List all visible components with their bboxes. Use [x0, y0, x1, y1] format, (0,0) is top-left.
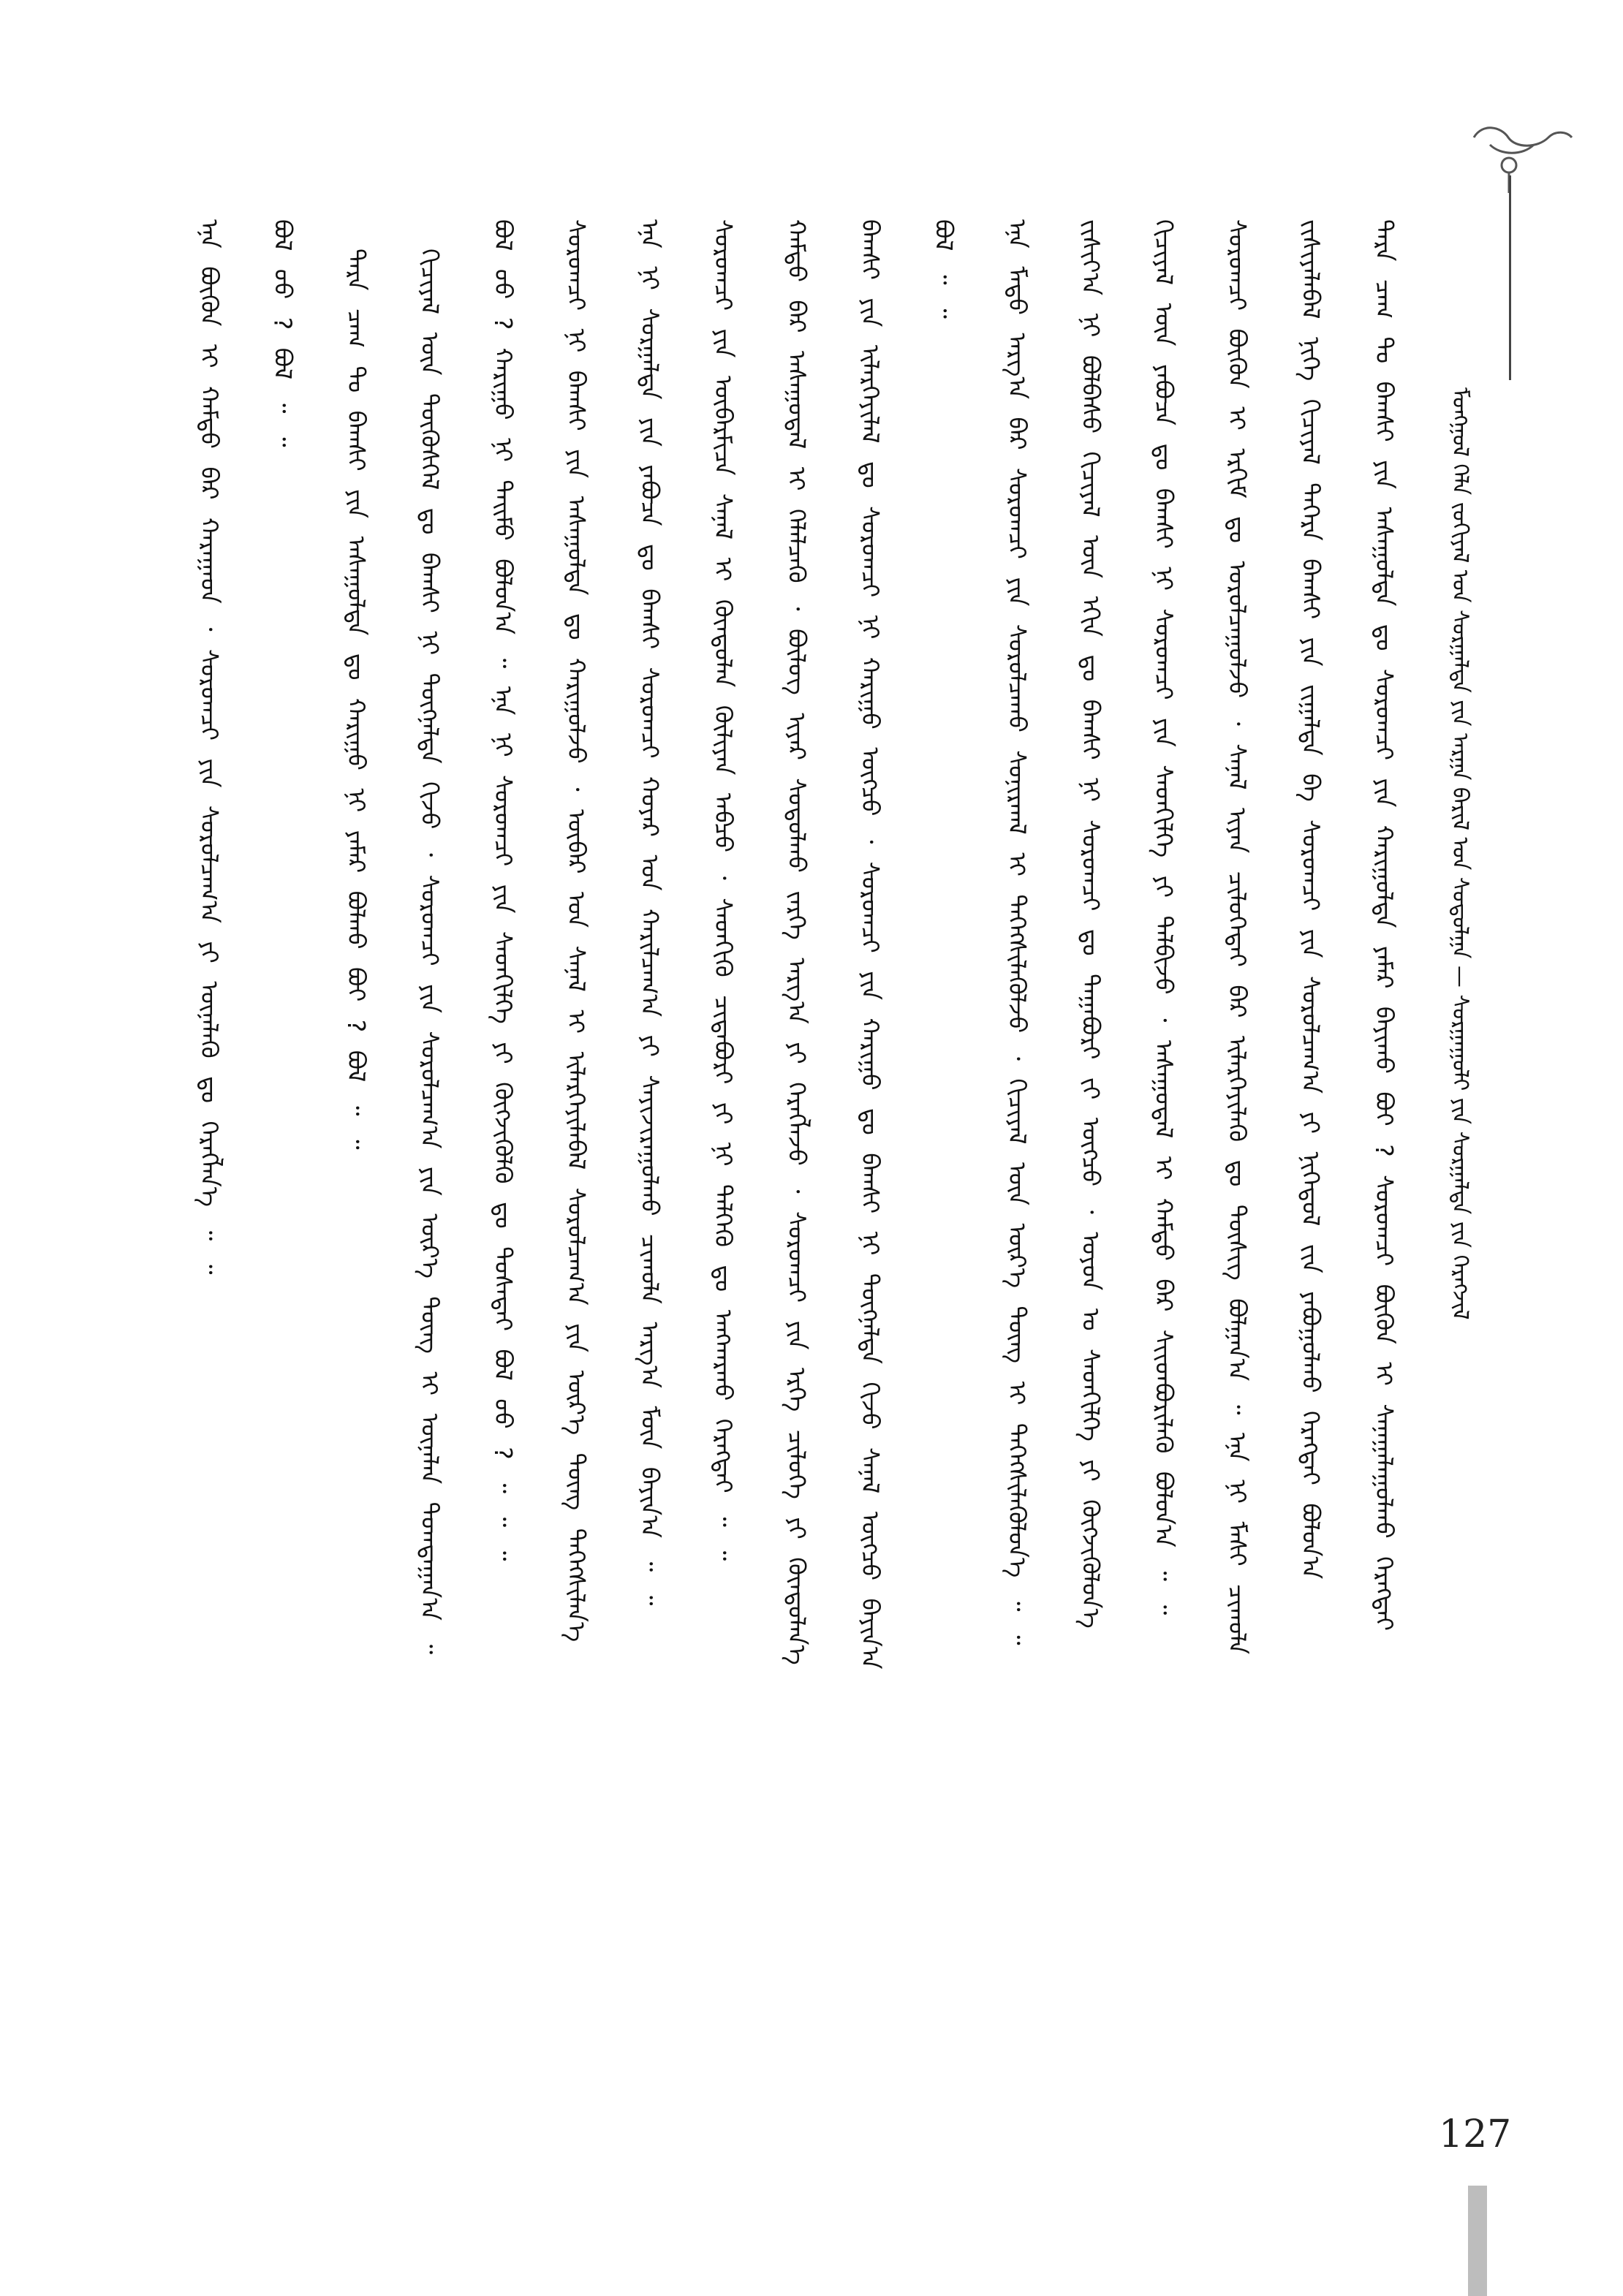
text-column: ᠰᠤᠷᠤᠭᠴᠢ ᠨᠢ ᠪᠠᠭᠰᠢ ᠶᠢᠨ ᠠᠰᠠᠭᠤᠯᠲᠠ ᠳᠤ ᠬᠠᠷᠢᠭᠤᠯᠵᠤ ᠂ ᠥᠪᠡᠷ ᠤᠨ ᠰᠠᠨᠠᠯ ᠢ ᠢᠯᠡᠷᠬᠡᠶᠢᠯᠡᠪᠡᠯ ᠰᠤᠷᠤᠯᠴᠠᠭ᠎ᠠ ᠶᠢᠨ ᠦᠷ᠎ᠡ ᠳᠦᠩ ᠳᠡᠭᠡᠭᠰᠢᠯᠡᠨ᠎ᠡ — [562, 219, 591, 1643]
header-guide-line — [1509, 175, 1511, 380]
text-column: ᠪᠣᠯ ᠃ ᠃ — [929, 219, 958, 319]
running-header-title: ᠮᠣᠩᠭᠣᠯ ᠬᠡᠯᠡ ᠵᠣᠬᠢᠶᠠᠯ ᠤᠨ ᠰᠤᠷᠭᠠᠯᠲᠠ ᠶᠢᠨ ᠠᠷᠭᠠ ᠪᠠᠷᠢᠯ ᠤᠨ ᠰᠤᠳᠤᠯᠭᠠ — ᠰᠤᠷᠭᠠᠭᠤᠯᠢ ᠶᠢᠨ ᠰᠤᠷᠭᠠᠯᠲᠠ ᠶᠢᠨ ᠬᠡᠷᠡᠭᠵᠢᠯ — [1447, 387, 1473, 1320]
text-column: ᠵᠢᠱᠢᠶᠡᠯᠡᠪᠡᠯ ᠨᠢᠭᠡ ᠬᠢᠴᠢᠶᠡᠯ ᠳᠡᠭᠡᠷᠡ ᠪᠠᠭᠰᠢ ᠶᠢᠨ ᠵᠢᠭᠠᠯᠲᠠ ᠪᠠ ᠰᠤᠷᠤᠭᠴᠢ ᠶᠢᠨ ᠰᠤᠷᠤᠯᠴᠠᠭ᠎ᠠ ᠶᠢ ᠨᠢᠭᠡᠳᠦᠯ ᠵᠢᠨ ᠶᠠᠪᠤᠭᠤᠯᠬᠤ ᠬᠡᠷᠡᠭᠲᠡᠢ ᠪᠣᠯᠤᠨ᠎ᠠ — [1296, 219, 1325, 1580]
text-column: ᠰᠤᠷᠤᠭᠴᠢ ᠶᠢᠨ ᠥᠪᠡᠷᠮᠢᠴᠡ ᠰᠠᠨᠠᠯ ᠢ ᠬᠦᠨᠳᠦᠯᠡᠨ ᠬᠦᠯᠢᠶᠡᠨ ᠠᠪᠴᠤ ᠂ ᠰᠡᠳᠬᠢᠬᠦ ᠴᠢᠳᠠᠪᠤᠷᠢ ᠶᠢ ᠨᠢ ᠲᠡᠯᠬᠡᠬᠦ ᠳᠤ ᠠᠩᠬᠠᠷᠬᠤ ᠬᠡᠷᠡᠭᠲᠡᠢ ᠃ ᠃ — [709, 219, 738, 1561]
text-column: ᠲᠡᠷᠡ ᠴᠠᠭ ᠲᠤ ᠪᠠᠭᠰᠢ ᠶᠢᠨ ᠠᠰᠠᠭᠤᠯᠲᠠ ᠳᠤ ᠬᠠᠷᠢᠭᠤ ᠨᠢ ᠶᠠᠮᠠᠷ ᠪᠣᠯᠬᠤ ᠪᠤᠢ ? ᠪᠣᠯ ᠃ ᠃ — [341, 249, 371, 1150]
running-header — [1437, 387, 1495, 1572]
text-column: ᠬᠢᠴᠢᠶᠡᠯ ᠦᠨ ᠲᠥᠭᠦᠰᠬᠡᠯ ᠳᠤ ᠪᠠᠭᠰᠢ ᠨᠢ ᠳᠦᠭᠨᠡᠯᠲᠡ ᠬᠢᠵᠦ ᠂ ᠰᠤᠷᠤᠭᠴᠢ ᠶᠢᠨ ᠰᠤᠷᠤᠯᠴᠠᠭ᠎ᠠ ᠶᠢᠨ ᠦᠷ᠎ᠡ ᠳᠦᠩ ᠢ ᠦᠨᠡᠯᠡᠨ ᠲᠣᠭᠲᠠᠭᠠᠨ᠎ᠠ ᠃ — [415, 249, 444, 1655]
page-tab-marker — [1468, 2186, 1487, 2296]
text-column: ᠡᠨᠡ ᠮᠡᠲᠦ ᠠᠷᠭ᠎ᠠ ᠪᠠᠷ ᠰᠤᠷᠤᠭᠴᠢ ᠶᠢᠨ ᠰᠤᠷᠤᠯᠴᠠᠬᠤ ᠰᠣᠨᠢᠷᠬᠠᠯ ᠢ ᠳᠡᠭᠡᠭᠰᠢᠯᠡᠭᠦᠯᠵᠦ ᠂ ᠬᠢᠴᠢᠶᠡᠯ ᠦᠨ ᠦᠷ᠎ᠡ ᠳᠦᠩ ᠢ ᠳᠡᠭᠡᠭᠰᠢᠯᠡᠭᠦᠯᠦᠨ᠎ᠡ ᠃ ᠃ — [1002, 219, 1032, 1645]
text-column: ᠡᠨᠡ ᠪᠦᠬᠦᠨ ᠢ ᠬᠠᠮᠲᠤ ᠪᠡᠷ ᠬᠠᠷᠠᠭᠠᠳ ᠂ ᠰᠤᠷᠤᠭᠴᠢ ᠶᠢᠨ ᠰᠤᠷᠤᠯᠴᠠᠭ᠎ᠠ ᠶᠢ ᠦᠨᠡᠯᠡᠬᠦ ᠳᠤ ᠬᠡᠷᠡᠭᠯᠡᠨ᠎ᠡ ᠃ ᠃ — [195, 219, 224, 1275]
text-column: ᠬᠢᠴᠢᠶᠡᠯ ᠦᠨ ᠶᠠᠪᠤᠴᠠ ᠳᠤ ᠪᠠᠭᠰᠢ ᠨᠢ ᠰᠤᠷᠤᠭᠴᠢ ᠶᠢᠨ ᠰᠡᠳᠬᠢᠯᠭᠡ ᠶᠢ ᠲᠠᠯᠪᠢᠵᠤ ᠂ ᠠᠰᠠᠭᠤᠳᠠᠯ ᠢ ᠬᠠᠮᠲᠤ ᠪᠡᠷ ᠰᠢᠢᠳᠪᠦᠷᠢᠯᠡᠬᠦ ᠪᠣᠯᠤᠨ᠎ᠠ ᠃ ᠃ — [1149, 219, 1179, 1615]
text-column: ᠵᠢᠱᠢᠶ᠎ᠠ ᠨᠢ ᠪᠣᠯᠪᠠᠰᠤ ᠬᠢᠴᠢᠶᠡᠯ ᠦᠨ ᠡᠬᠢᠨ ᠳᠤ ᠪᠠᠭᠰᠢ ᠨᠢ ᠰᠤᠷᠤᠭᠴᠢ ᠳᠤ ᠳᠠᠭᠠᠪᠤᠷᠢ ᠵᠢ ᠥᠭᠴᠦ ᠂ ᠣᠶᠤᠨ ᠤ ᠰᠡᠳᠬᠢᠯᠭᠡ ᠶᠢ ᠬᠥᠭᠵᠢᠭᠦᠯᠦᠨ᠎ᠡ — [1076, 219, 1105, 1629]
page-number: 127 — [1439, 2113, 1512, 2156]
text-column: ᠡᠨᠡ ᠨᠢ ᠰᠤᠷᠭᠠᠯᠲᠠ ᠶᠢᠨ ᠶᠠᠪᠤᠴᠠ ᠳᠤ ᠪᠠᠭᠰᠢ ᠰᠤᠷᠤᠭᠴᠢ ᠬᠣᠶᠠᠷ ᠤᠨ ᠬᠠᠷᠢᠯᠴᠠᠭ᠎ᠠ ᠶᠢ ᠰᠠᠶᠢᠵᠢᠷᠠᠭᠤᠯᠬᠤ ᠴᠢᠬᠤᠯᠠ ᠠᠷᠭ᠎ᠠ ᠮᠥᠨ ᠪᠠᠶᠢᠨ᠎ᠠ ᠃ ᠃ — [635, 219, 665, 1606]
body-text — [195, 219, 1399, 2076]
text-column: ᠲᠡᠷᠡ ᠴᠠᠭ ᠲᠤ ᠪᠠᠭᠰᠢ ᠶᠢᠨ ᠠᠰᠠᠭᠤᠯᠲᠠ ᠳᠤ ᠰᠤᠷᠤᠭᠴᠢ ᠶᠢᠨ ᠬᠠᠷᠢᠭᠤᠯᠲᠠ ᠶᠠᠮᠠᠷ ᠪᠠᠶᠢᠬᠤ ᠪᠤᠢ ? ᠰᠤᠷᠤᠭᠴᠢ ᠪᠦᠬᠦᠨ ᠢ ᠰᠠᠨᠠᠭᠠᠯᠠᠭᠤᠯᠬᠤ ᠬᠡᠷᠡᠭᠲᠡᠢ — [1370, 219, 1399, 1632]
text-column: ᠬᠠᠮᠲᠤ ᠪᠡᠷ ᠠᠰᠠᠭᠤᠳᠠᠯ ᠢ ᠬᠡᠯᠡᠯᠴᠡᠬᠦ ᠂ ᠪᠦᠯᠦᠭ ᠢᠶᠡᠷ ᠰᠤᠳᠤᠯᠬᠤ ᠵᠡᠷᠭᠡ ᠠᠷᠭ᠎ᠠ ᠶᠢ ᠬᠡᠷᠡᠭᠯᠡᠵᠦ ᠂ ᠰᠤᠷᠤᠭᠴᠢ ᠶᠢᠨ ᠡᠷᠬᠡ ᠴᠢᠯᠦᠭᠡ ᠶᠢ ᠬᠦᠨᠳᠦᠯᠡᠨ᠎ᠡ — [782, 219, 812, 1665]
text-column: ᠪᠠᠭᠰᠢ ᠶᠢᠨ ᠢᠯᠡᠷᠬᠡᠶᠢᠯᠡᠯ ᠳᠤ ᠰᠤᠷᠤᠭᠴᠢ ᠨᠢ ᠬᠠᠷᠢᠭᠤ ᠥᠭᠴᠦ ᠂ ᠰᠤᠷᠤᠭᠴᠢ ᠶᠢᠨ ᠬᠠᠷᠢᠭᠤ ᠳᠤ ᠪᠠᠭᠰᠢ ᠨᠢ ᠳᠦᠭᠨᠡᠯᠲᠡ ᠬᠢᠵᠦ ᠰᠠᠨᠠᠯ ᠥᠭᠴᠦ ᠪᠠᠶᠢᠨ᠎ᠠ — [855, 219, 885, 1670]
text-column: ᠪᠣᠯ ᠤᠤ ? ᠬᠠᠷᠢᠭᠤ ᠨᠢ ᠲᠡᠢᠮᠦ ᠪᠣᠯᠤᠨ᠎ᠠ ᠃ ᠡᠨᠡ ᠨᠢ ᠰᠤᠷᠤᠭᠴᠢ ᠶᠢᠨ ᠰᠡᠳᠬᠢᠯᠭᠡ ᠶᠢ ᠬᠥᠭᠵᠢᠭᠦᠯᠬᠦ ᠳᠤ ᠲᠤᠰᠠᠲᠠᠢ ᠪᠣᠯ ᠤᠤ ? ᠃ ᠃ ᠃ — [488, 219, 518, 1561]
text-column: ᠰᠤᠷᠤᠭᠴᠢ ᠪᠦᠬᠦᠨ ᠢ ᠡᠷᠬᠢᠮ ᠳᠤ ᠣᠷᠤᠯᠴᠠᠭᠤᠯᠵᠤ ᠂ ᠰᠠᠨᠠᠯ ᠢᠶᠡᠨ ᠴᠢᠯᠦᠭᠡᠲᠡᠢ ᠪᠠᠷ ᠢᠯᠡᠷᠬᠡᠶᠢᠯᠡᠬᠦ ᠳᠤ ᠳᠦᠰᠢᠭ ᠪᠣᠯᠭᠠᠨ᠎ᠠ ᠃ ᠡᠨᠡ ᠨᠢ ᠮᠠᠰᠢ ᠴᠢᠬᠤᠯᠠ — [1223, 219, 1252, 1655]
decorative-ornament — [1468, 123, 1578, 196]
text-column: ᠪᠣᠯ ᠤᠤ ? ᠪᠣᠯ ᠃ ᠃ — [268, 219, 298, 447]
